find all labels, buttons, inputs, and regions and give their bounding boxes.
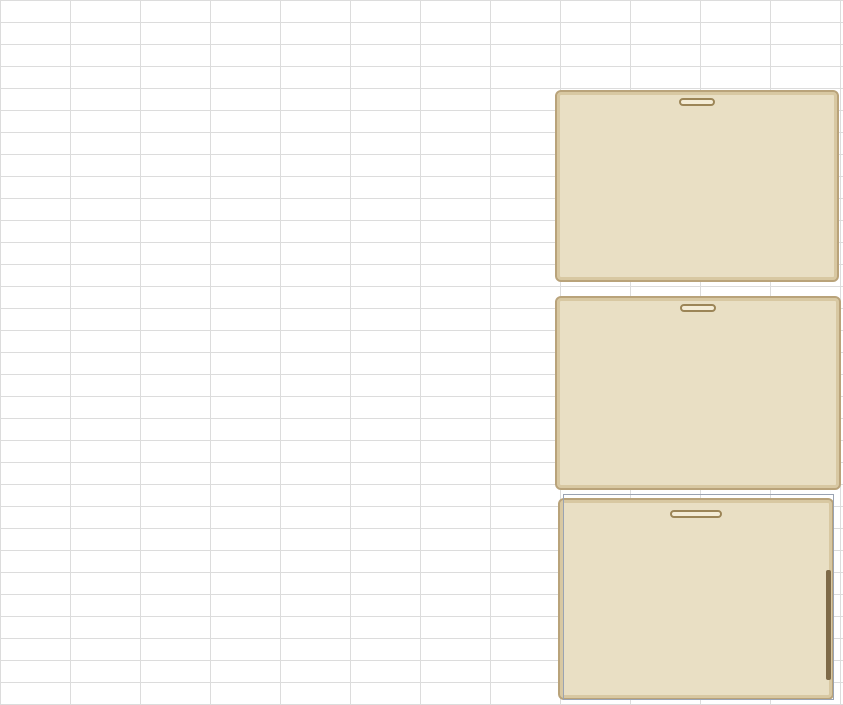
- panel-title: [679, 98, 715, 106]
- panel-left-front-thigh-muscle: [555, 296, 841, 490]
- panel-title: [680, 304, 716, 312]
- panel-left-front-thigh-bone: [555, 90, 839, 282]
- panel-brain: [558, 498, 834, 700]
- panel-title: [670, 510, 722, 518]
- panel-scrollbar[interactable]: [826, 570, 831, 680]
